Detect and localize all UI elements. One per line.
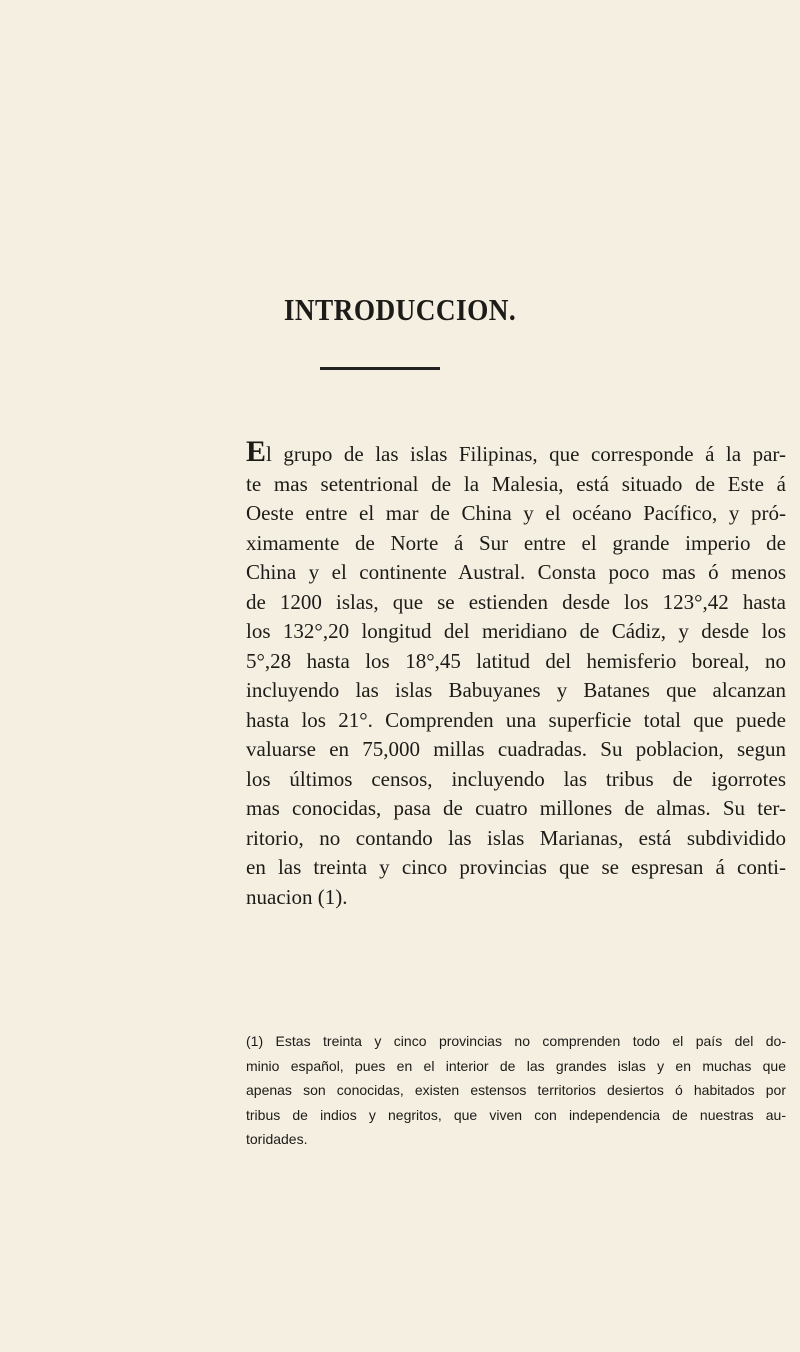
chapter-title: INTRODUCCION.: [283, 292, 517, 327]
paragraph-line: 5°,28 hasta los 18°,45 latitud del hemisferio boreal, no: [246, 648, 786, 673]
paragraph-line: mas conocidas, pasa de cuatro millones de almas. Su ter-: [246, 796, 786, 820]
paragraph-line: de 1200 islas, que se estienden desde los 123°,42 hasta: [246, 589, 786, 614]
footnote-line: apenas son conocidas, existen estensos territorios desiertos ó habitados por: [246, 1082, 786, 1098]
paragraph-line: El grupo de las islas Filipinas, que corresponde á la par-: [246, 435, 786, 468]
paragraph-line: valuarse en 75,000 millas cuadradas. Su poblacion, segun: [246, 737, 786, 761]
paragraph-line: ximamente de Norte á Sur entre el grande imperio de: [246, 530, 786, 555]
title-rule: [320, 367, 440, 370]
paragraph-line: en las treinta y cinco provincias que se espresan á conti-: [246, 855, 786, 879]
paragraph-line: hasta los 21°. Comprenden una superficie total que puede: [246, 707, 786, 732]
paragraph-line: incluyendo las islas Babuyanes y Batanes que alcanzan: [246, 678, 786, 702]
paragraph-line: te mas setentrional de la Malesia, está situado de Este á: [246, 471, 786, 496]
main-paragraph: [246, 435, 786, 912]
footnote-line: toridades.: [246, 1131, 308, 1147]
paragraph-line: Oeste entre el mar de China y el océano Pacífico, y pró-: [246, 501, 786, 525]
footnote-line: minio español, pues en el interior de las grandes islas y en muchas que: [246, 1057, 786, 1074]
paragraph-line: nuacion (1).: [246, 884, 348, 909]
paragraph-line: los 132°,20 longitud del meridiano de Cádiz, y desde los: [246, 619, 786, 643]
footnote-line: (1) Estas treinta y cinco provincias no comprenden todo el país del do-: [246, 1033, 786, 1049]
paragraph-line: ritorio, no contando las islas Marianas, está subdividido: [246, 825, 786, 850]
footnote: [246, 1029, 786, 1152]
drop-cap: E: [246, 435, 267, 468]
paragraph-line: los últimos censos, incluyendo las tribus de igorrotes: [246, 766, 786, 791]
footnote-line: tribus de indios y negritos, que viven con independencia de nuestras au-: [246, 1106, 786, 1123]
paragraph-line: China y el continente Austral. Consta poco mas ó menos: [246, 560, 786, 584]
